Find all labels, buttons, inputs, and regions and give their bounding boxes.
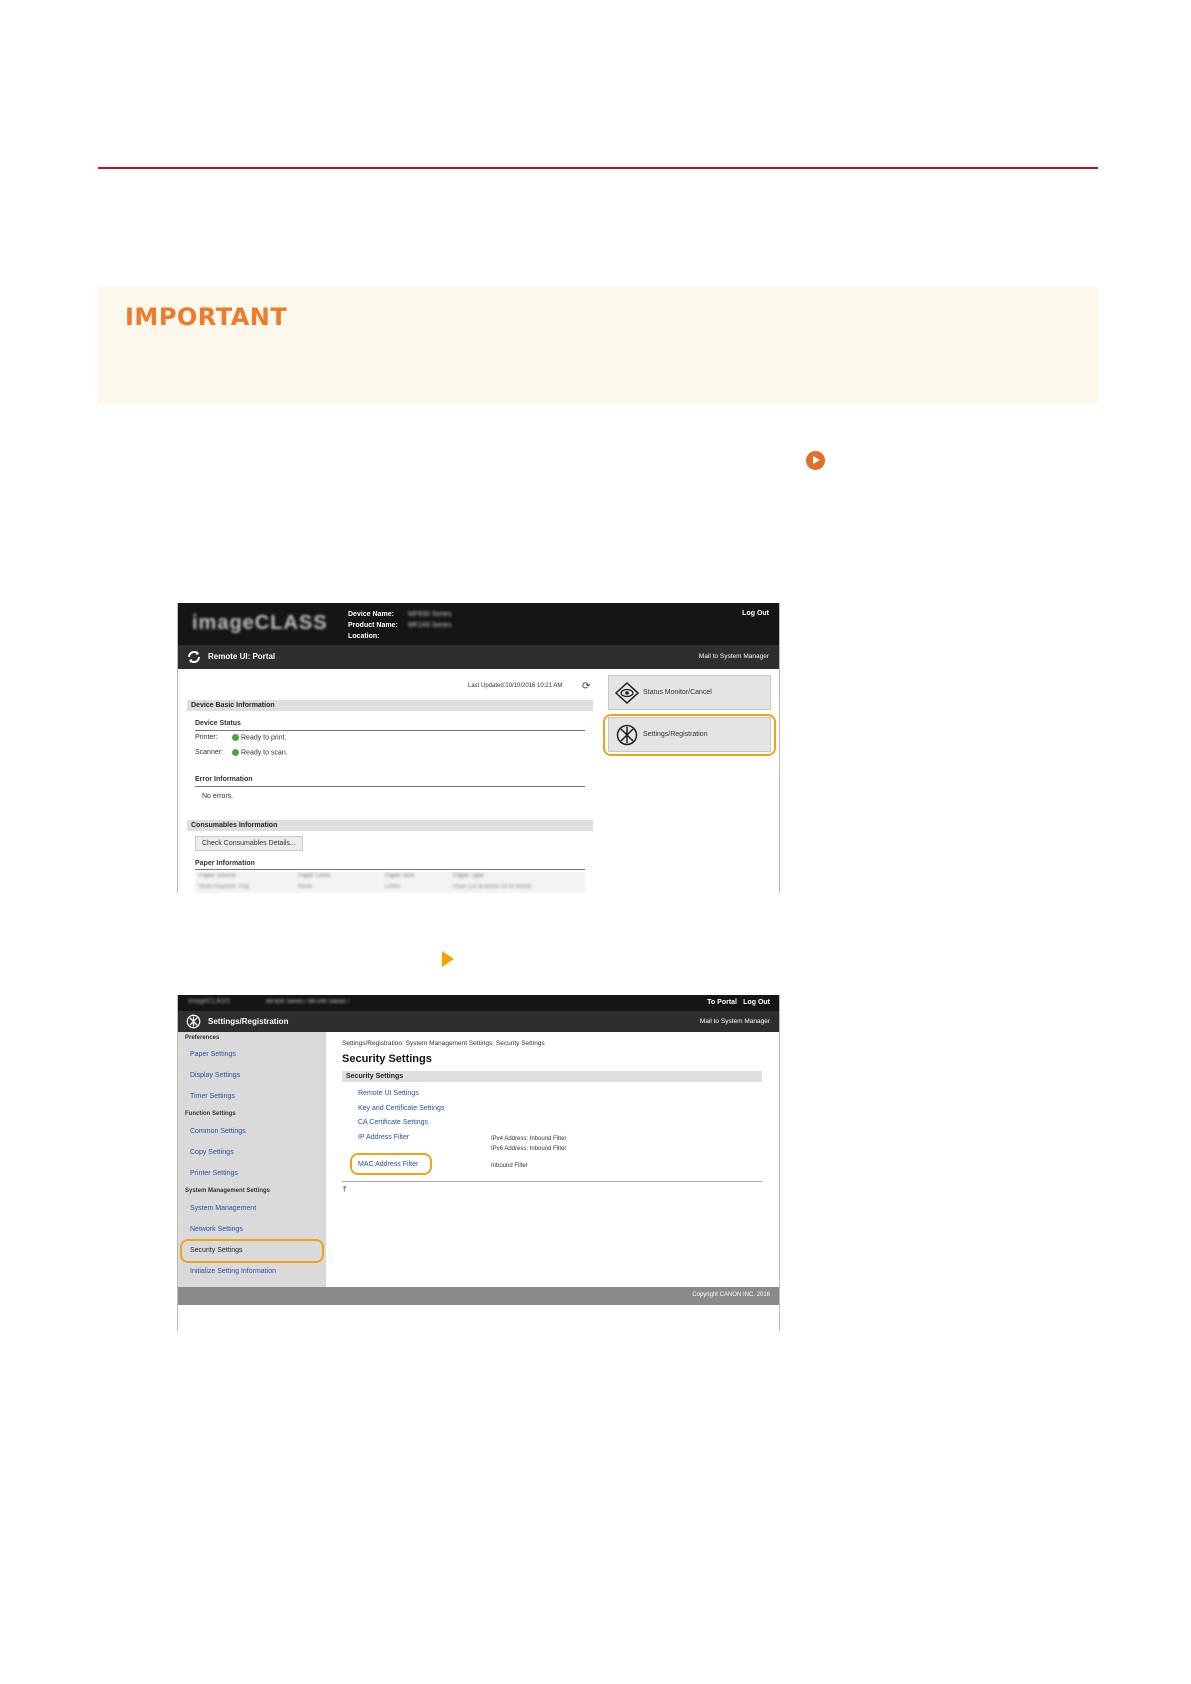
sidebar-item-initialize-setting-info[interactable]: Initialize Setting Information [190,1268,276,1275]
no-errors-text: No errors. [202,793,234,800]
sidebar-item-timer-settings[interactable]: Timer Settings [190,1093,235,1100]
sidebar-heading-preferences: Preferences [185,1035,220,1041]
product-name-value: MF249 Series [408,622,452,629]
refresh-icon[interactable]: ⟳ [582,681,591,692]
heading-rule [98,167,1098,169]
portal-logo-icon [186,649,202,665]
copyright: Copyright CANON INC. 2016 [692,1292,770,1298]
ipv4-filter-value: IPv4 Address: Inbound Filter [491,1136,567,1142]
highlight-security-settings [180,1239,324,1263]
consumables-header: Consumables Information [187,820,593,831]
divider [342,1181,762,1182]
remote-ui-settings-link[interactable]: Remote UI Settings [358,1090,419,1097]
settings-topbar [178,995,779,1011]
ip-address-filter-link[interactable]: IP Address Filter [358,1134,410,1141]
ca-certificate-settings-link[interactable]: CA Certificate Settings [358,1119,429,1126]
status-ok-icon [232,749,239,756]
highlight-mac-address-filter [350,1153,432,1175]
mac-address-filter-link[interactable]: MAC Address Filter [358,1161,419,1168]
portal-titlebar [178,645,779,669]
mac-inbound-filter-value: Inbound Filter [491,1163,528,1169]
portal-screenshot [177,603,780,893]
check-consumables-button[interactable]: Check Consumables Details... [195,836,303,851]
key-certificate-settings-link[interactable]: Key and Certificate Settings [358,1105,445,1112]
scanner-label: Scanner: [195,749,224,756]
sidebar-item-copy-settings[interactable]: Copy Settings [190,1149,234,1156]
sidebar-item-network-settings[interactable]: Network Settings [190,1226,243,1233]
printer-status [232,734,287,741]
device-name-value: MF830 Series [408,611,452,618]
top-crumb: MF830 Series / MF240 Series / [266,999,350,1005]
logout-link[interactable]: Log Out [742,610,769,617]
scanner-status-text: Ready to scan. [241,749,288,757]
sidebar-item-security-settings[interactable]: Security Settings [190,1247,243,1254]
settings-title: Settings/Registration [208,1017,289,1026]
location-label: Location: [348,633,380,640]
page-title: Security Settings [342,1053,432,1065]
product-name-label: Product Name: [348,622,398,629]
blurred-logo: imageCLASS [188,998,231,1005]
device-name-label: Device Name: [348,611,394,618]
settings-sidebar [178,1032,326,1287]
paper-cell: Multi-Purpose Tray [199,884,250,890]
settings-screenshot [177,995,780,1331]
breadcrumb: Settings/Registration: System Management Settings: Security Settings [342,1040,545,1047]
paper-col-level: Paper Level [298,873,331,879]
sidebar-item-common-settings[interactable]: Common Settings [190,1128,246,1135]
sidebar-item-printer-settings[interactable]: Printer Settings [190,1170,238,1177]
sidebar-item-display-settings[interactable]: Display Settings [190,1072,241,1079]
portal-topbar [178,603,779,645]
paper-cell: Plain (16 lb Bond-24 lb Bond) [453,884,532,890]
divider [195,730,585,731]
paper-col-source: Paper Source [199,873,236,879]
important-title: IMPORTANT [125,303,288,331]
paper-col-type: Paper Type [453,873,484,879]
sidebar-heading-system-management: System Management Settings [185,1188,271,1194]
ipv6-filter-value: IPv6 Address: Inbound Filter [491,1146,567,1152]
device-status-label: Device Status [195,720,241,727]
sidebar-item-paper-settings[interactable]: Paper Settings [190,1051,236,1058]
paper-col-size: Paper Size [385,873,415,879]
step-arrow-icon [442,951,454,967]
settings-titlebar [178,1011,779,1032]
device-basic-info-header: Device Basic Information [187,700,593,711]
eye-icon [615,682,639,704]
settings-footer [178,1287,779,1305]
status-monitor-button[interactable] [608,675,771,710]
scroll-top-icon[interactable]: ⤒ [343,1185,347,1194]
tools-icon [186,1014,201,1029]
settings-registration-label: Settings/Registration [643,731,708,738]
sidebar-item-system-management[interactable]: System Management [190,1205,257,1212]
error-info-label: Error Information [195,776,253,783]
paper-table [195,872,585,893]
sidebar-heading-function-settings: Function Settings [185,1111,236,1117]
divider [195,786,585,787]
portal-title: Remote UI: Portal [208,652,276,661]
last-updated: Last Updated:10/10/2016 10:21 AM [468,683,563,689]
to-portal-link[interactable]: To Portal [707,999,737,1006]
paper-cell: None [298,884,313,890]
status-monitor-label: Status Monitor/Cancel [643,689,712,696]
status-ok-icon [232,734,239,741]
printer-status-text: Ready to print. [241,734,287,742]
printer-label: Printer: [195,734,218,741]
paper-cell: Letter [385,884,401,890]
paper-info-label: Paper Information [195,860,255,867]
product-logo: imageCLASS [192,612,328,634]
mail-link[interactable]: Mail to System Manager [699,1018,770,1025]
logout-link[interactable]: Log Out [743,999,770,1006]
link-arrow-icon[interactable] [806,451,825,470]
scanner-status [232,749,288,756]
section-header: Security Settings [342,1071,762,1082]
highlight-settings-registration [603,714,776,756]
mail-link[interactable]: Mail to System Manager [698,653,769,660]
divider [195,869,585,870]
